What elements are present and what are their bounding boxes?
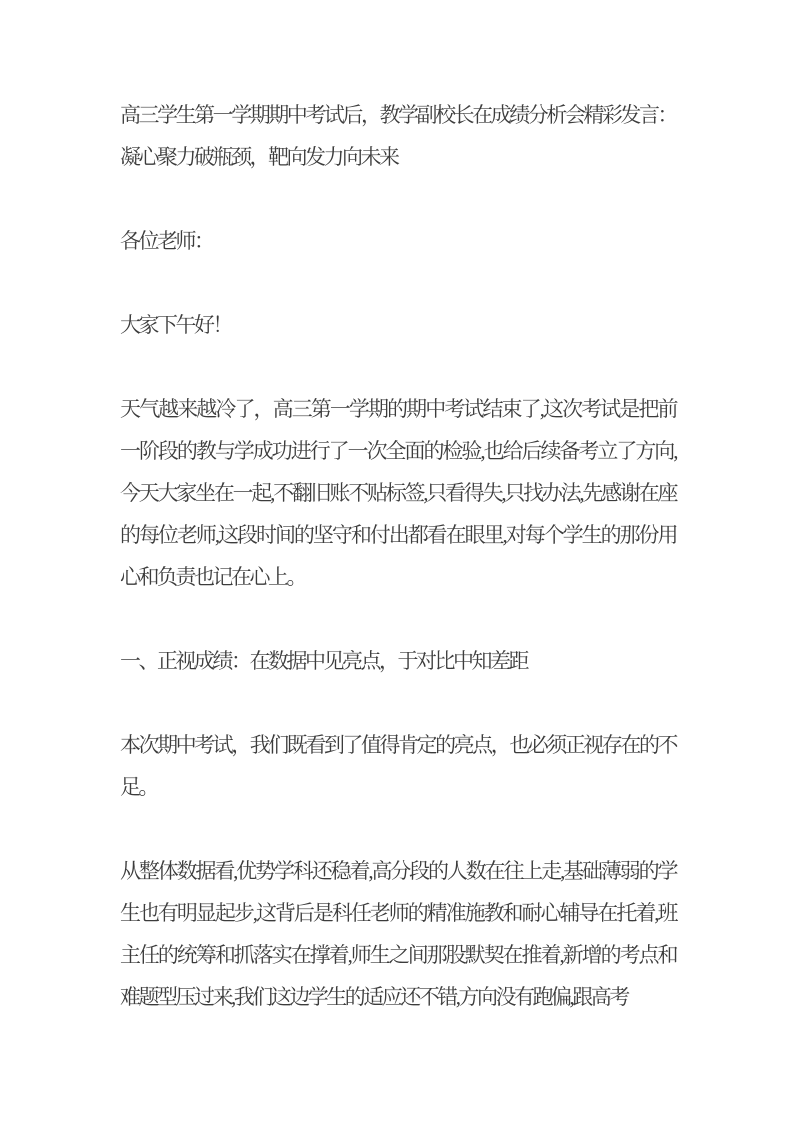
document-title: 高三学生第一学期期中考试后，教学副校长在成绩分析会精彩发言：凝心聚力破瓶颈，靶向发力向未来 xyxy=(120,103,676,169)
salutation: 各位老师： xyxy=(120,229,213,253)
greeting: 大家下午好！ xyxy=(120,313,231,337)
paragraph-opening: 天气越来越冷了，高三第一学期的期中考试结束了,这次考试是把前一阶段的教与学成功进行了一次全面的检验,也给后续备考立了方向,今天大家坐在一起,不翻旧账不贴标签,只看得失,只找办法,先感谢在座的每位老师,这段时间的坚守和付出都看在眼里,对每个学生的那份用心和负责也记在心上。 xyxy=(120,397,676,589)
paragraph-data-analysis: 从整体数据看,优势学科还稳着,高分段的人数在往上走,基础薄弱的学生也有明显起步,这背后是科任老师的精准施教和耐心辅导在托着,班主任的统筹和抓落实在撑着,师生之间那股默契在推着,新增的考点和难题型压过来,我们这边学生的适应还不错,方向没有跑偏,跟高考 xyxy=(120,859,676,1009)
section-heading-1: 一、正视成绩：在数据中见亮点，于对比中知差距 xyxy=(120,649,527,673)
paragraph-exam-summary: 本次期中考试，我们既看到了值得肯定的亮点，也必须正视存在的不足。 xyxy=(120,733,676,799)
